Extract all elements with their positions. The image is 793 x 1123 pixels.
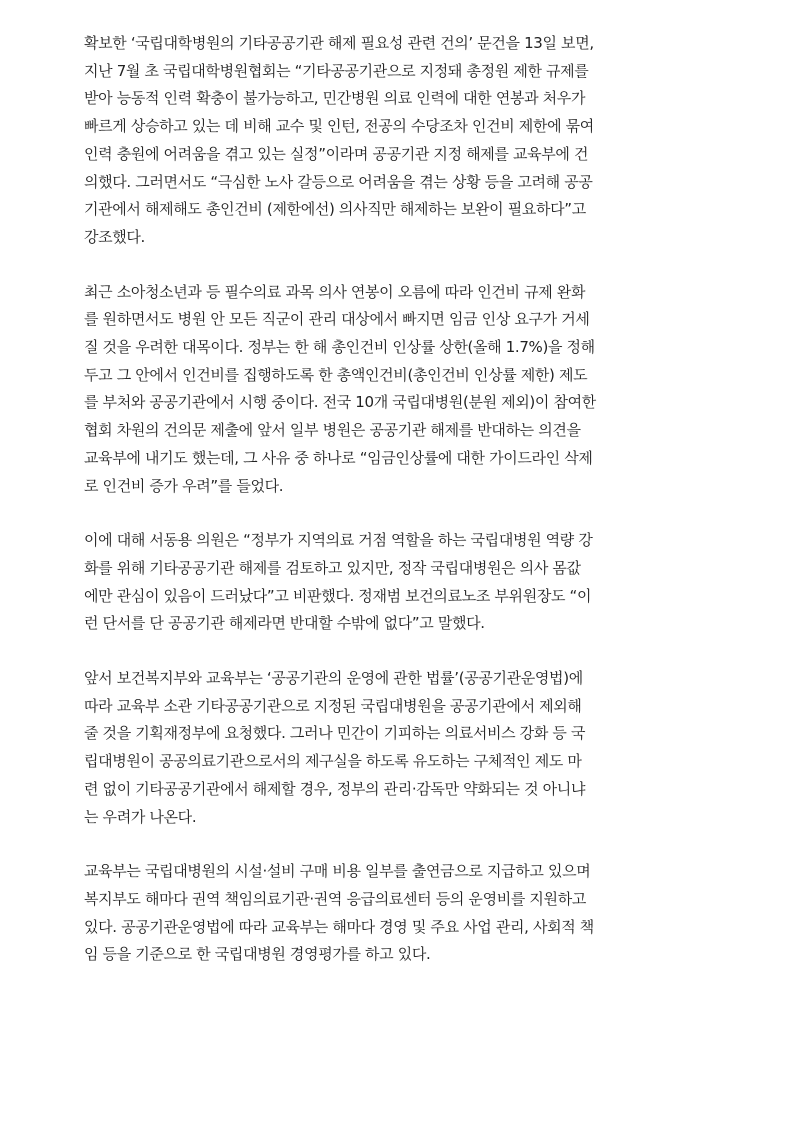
text-line: 는 우려가 나온다. — [84, 807, 197, 826]
text-line: 로 인건비 증가 우려”를 들었다. — [84, 476, 284, 495]
text-line: 있다. 공공기관운영법에 따라 교육부는 해마다 경영 및 주요 사업 관리, 사회적 책 — [84, 917, 594, 936]
text-line: 를 원하면서도 병원 안 모든 직군이 관리 대상에서 빠지면 임금 인상 요구가 거세 — [84, 310, 590, 329]
text-line: 의했다. 그러면서도 “극심한 노사 갈등으로 어려움을 겪는 상황 등을 고려해 공공 — [84, 172, 593, 191]
text-line: 최근 소아청소년과 등 필수의료 과목 의사 연봉이 오름에 따라 인건비 규제 완화 — [84, 282, 586, 301]
text-line: 기관에서 해제해도 총인건비 (제한에선) 의사직만 해제하는 보완이 필요하다”고 — [84, 200, 586, 219]
text-line: 두고 그 안에서 인건비를 집행하도록 한 총액인건비(총인건비 인상률 제한) 제도 — [84, 365, 588, 384]
text-line: 이에 대해 서동용 의원은 “정부가 지역의료 거점 역할을 하는 국립대병원 역량 강 — [84, 531, 593, 550]
article-body — [84, 30, 724, 996]
text-line: 줄 것을 기획재정부에 요청했다. 그러나 민간이 기피하는 의료서비스 강화 등 국 — [84, 724, 586, 743]
paragraph-3 — [84, 527, 724, 638]
text-line: 협회 차원의 건의문 제출에 앞서 일부 병원은 공공기관 해제를 반대하는 의견을 — [84, 421, 581, 440]
text-line: 련 없이 기타공공기관에서 해제할 경우, 정부의 관리·감독만 약화되는 것 아니냐 — [84, 779, 586, 798]
text-line: 빠르게 상승하고 있는 데 비해 교수 및 인턴, 전공의 수당조차 인건비 제한에 묶여 — [84, 117, 594, 136]
text-line: 지난 7월 초 국립대학병원협회는 “기타공공기관으로 지정돼 총정원 제한 규제를 — [84, 61, 589, 80]
text-line: 강조했다. — [84, 227, 145, 246]
text-line: 교육부는 국립대병원의 시설·설비 구매 비용 일부를 출연금으로 지급하고 있으며 — [84, 862, 591, 881]
text-line: 립대병원이 공공의료기관으로서의 제구실을 하도록 유도하는 구체적인 제도 마 — [84, 752, 582, 771]
text-line: 화를 위해 기타공공기관 해제를 검토하고 있지만, 정작 국립대병원은 의사 몸값 — [84, 558, 581, 577]
text-line: 앞서 보건복지부와 교육부는 ‘공공기관의 운영에 관한 법률’(공공기관운영법)에 — [84, 669, 583, 688]
text-line: 에만 관심이 있음이 드러났다”고 비판했다. 정재범 보건의료노조 부위원장도 “이 — [84, 586, 592, 605]
text-line: 인력 충원에 어려움을 겪고 있는 실정”이라며 공공기관 지정 해제를 교육부에 건 — [84, 144, 589, 163]
paragraph-4 — [84, 665, 724, 831]
text-line: 질 것을 우려한 대목이다. 정부는 한 해 총인건비 인상률 상한(올해 1.7%)을 정해 — [84, 338, 595, 357]
text-line: 받아 능동적 인력 확충이 불가능하고, 민간병원 의료 인력에 대한 연봉과 처우가 — [84, 89, 586, 108]
paragraph-2 — [84, 279, 724, 501]
text-line: 런 단서를 단 공공기관 해제라면 반대할 수밖에 없다”고 말했다. — [84, 614, 485, 633]
text-line: 임 등을 기준으로 한 국립대병원 경영평가를 하고 있다. — [84, 945, 431, 964]
text-line: 따라 교육부 소관 기타공공기관으로 지정된 국립대병원을 공공기관에서 제외해 — [84, 696, 582, 715]
text-line: 확보한 ‘국립대학병원의 기타공공기관 해제 필요성 관련 건의’ 문건을 13일 보면, — [84, 34, 594, 52]
text-line: 를 부처와 공공기관에서 시행 중이다. 전국 10개 국립대병원(분원 제외)이 참여한 — [84, 393, 596, 412]
text-line: 복지부도 해마다 권역 책임의료기관·권역 응급의료센터 등의 운영비를 지원하고 — [84, 889, 586, 908]
text-line: 교육부에 내기도 했는데, 그 사유 중 하나로 “임금인상률에 대한 가이드라인 삭제 — [84, 448, 593, 467]
paragraph-1 — [84, 30, 724, 252]
paragraph-5 — [84, 858, 724, 969]
